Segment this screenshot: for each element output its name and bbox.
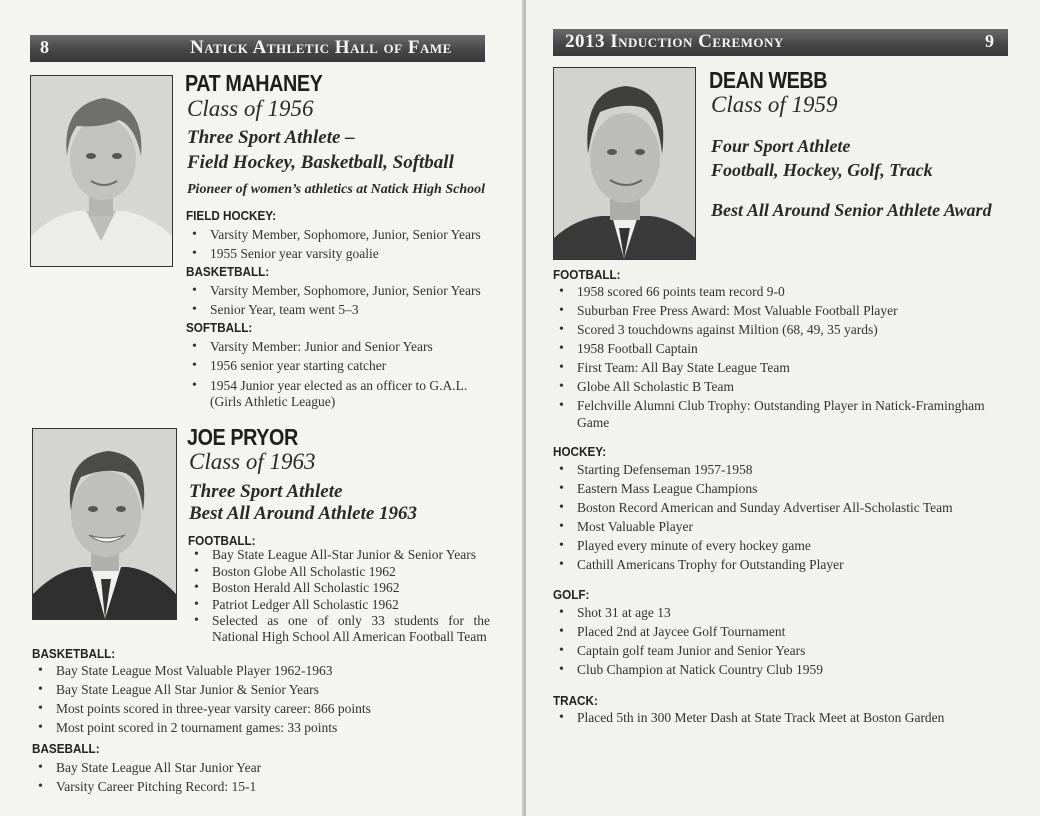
list-item: • Selected as one of only 33 students for the National High School All American Football Team <box>188 613 490 644</box>
list-item: • Boston Herald All Scholastic 1962 <box>188 580 490 597</box>
joe-basketball-heading: BASKETBALL: <box>32 646 116 661</box>
joe-football-list <box>188 547 490 644</box>
pat-mahaney-pioneer-note: Pioneer of women’s athletics at Natick High School <box>187 182 486 197</box>
page-number-left: 8 <box>40 37 50 57</box>
dean-webb-award: Best All Around Senior Athlete Award <box>711 200 992 220</box>
pat-mahaney-subtitle-1: Three Sport Athlete – <box>187 127 355 148</box>
list-item: • Scored 3 touchdowns against Miltion (68, 49, 35 yards) <box>553 320 1013 339</box>
dean-football-list <box>553 282 1013 431</box>
dean-webb-subtitle-1: Four Sport Athlete <box>711 136 851 156</box>
list-item: • Club Champion at Natick Country Club 1959 <box>553 660 1013 679</box>
list-item: • Bay State League All Star Junior Year <box>32 758 502 777</box>
list-item: • Captain golf team Junior and Senior Years <box>553 641 1013 660</box>
list-item: • Suburban Free Press Award: Most Valuable Football Player <box>553 301 1013 320</box>
joe-baseball-heading: BASEBALL: <box>32 741 100 756</box>
list-item: • Played every minute of every hockey game <box>553 536 1023 555</box>
dean-golf-list <box>553 603 1013 679</box>
pat-softball-heading: SOFTBALL: <box>186 320 253 335</box>
list-item: • Varsity Member: Junior and Senior Years <box>186 337 486 356</box>
list-item: • Shot 31 at age 13 <box>553 603 1013 622</box>
pat-softball-list <box>186 337 486 410</box>
list-item: • Globe All Scholastic B Team <box>553 377 1013 396</box>
joe-baseball-list <box>32 758 502 796</box>
dean-webb-photo <box>553 67 696 260</box>
list-item: • 1958 Football Captain <box>553 339 1013 358</box>
list-item: • Cathill Americans Trophy for Outstanding Player <box>553 555 1023 574</box>
right-page <box>526 0 1040 816</box>
list-item: • Varsity Member, Sophomore, Junior, Senior Years <box>186 281 506 300</box>
dean-hockey-list <box>553 460 1023 574</box>
pat-mahaney-class: Class of 1956 <box>187 96 314 121</box>
joe-pryor-name: JOE PRYOR <box>187 424 298 450</box>
page-number-right: 9 <box>985 31 995 51</box>
list-item: • Bay State League All-Star Junior & Senior Years <box>188 547 490 564</box>
list-item: • Bay State League Most Valuable Player 1962-1963 <box>32 661 502 680</box>
list-item: • Senior Year, team went 5–3 <box>186 300 506 319</box>
list-item: • 1956 senior year starting catcher <box>186 356 486 375</box>
joe-pryor-subtitle-2: Best All Around Athlete 1963 <box>189 503 418 524</box>
joe-pryor-photo <box>32 428 177 620</box>
dean-webb-subtitle-2: Football, Hockey, Golf, Track <box>711 160 933 180</box>
dean-track-heading: TRACK: <box>553 693 598 708</box>
list-item: • Bay State League All Star Junior & Senior Years <box>32 680 502 699</box>
list-item: • Felchville Alumni Club Trophy: Outstanding Player in Natick-Framingham Game <box>553 397 1013 431</box>
list-item: • Boston Record American and Sunday Advertiser All-Scholastic Team <box>553 498 1023 517</box>
list-item: • 1955 Senior year varsity goalie <box>186 244 506 263</box>
list-item: • Varsity Member, Sophomore, Junior, Senior Years <box>186 225 506 244</box>
list-item: • Most point scored in 2 tournament games: 33 points <box>32 718 502 737</box>
list-item: • Placed 2nd at Jaycee Golf Tournament <box>553 622 1013 641</box>
dean-football-heading: FOOTBALL: <box>553 267 621 282</box>
joe-pryor-class: Class of 1963 <box>189 449 316 474</box>
left-header-title: Natick Athletic Hall of Fame <box>190 37 452 58</box>
joe-football-heading: FOOTBALL: <box>188 533 256 548</box>
list-item: • Eastern Mass League Champions <box>553 479 1023 498</box>
pat-basketball-heading: BASKETBALL: <box>186 264 270 279</box>
dean-golf-heading: GOLF: <box>553 587 590 602</box>
list-item: • Boston Globe All Scholastic 1962 <box>188 564 490 581</box>
dean-track-list <box>553 708 1023 727</box>
list-item: • 1954 Junior year elected as an officer to G.A.L. (Girls Athletic League) <box>186 378 486 410</box>
list-item: • Placed 5th in 300 Meter Dash at State Track Meet at Boston Garden <box>553 708 1023 727</box>
right-page-header <box>553 29 1008 56</box>
joe-pryor-subtitle-1: Three Sport Athlete <box>189 481 343 502</box>
pat-basketball-list <box>186 281 506 319</box>
pat-field-hockey-heading: FIELD HOCKEY: <box>186 208 277 223</box>
list-item: • Patriot Ledger All Scholastic 1962 <box>188 597 490 614</box>
dean-webb-name: DEAN WEBB <box>709 67 828 93</box>
list-item: • First Team: All Bay State League Team <box>553 358 1013 377</box>
pat-field-hockey-list <box>186 225 506 263</box>
list-item: • Varsity Career Pitching Record: 15-1 <box>32 777 502 796</box>
dean-hockey-heading: HOCKEY: <box>553 444 607 459</box>
list-item: • 1958 scored 66 points team record 9-0 <box>553 282 1013 301</box>
list-item: • Starting Defenseman 1957-1958 <box>553 460 1023 479</box>
list-item: • Most points scored in three-year varsity career: 866 points <box>32 699 502 718</box>
right-header-title: 2013 Induction Ceremony <box>565 31 784 52</box>
pat-mahaney-subtitle-2: Field Hockey, Basketball, Softball <box>187 152 454 173</box>
list-item: • Most Valuable Player <box>553 517 1023 536</box>
pat-mahaney-photo <box>30 75 173 267</box>
left-page-header <box>30 35 485 62</box>
joe-basketball-list <box>32 661 502 737</box>
pat-mahaney-name: PAT MAHANEY <box>185 70 323 96</box>
dean-webb-class: Class of 1959 <box>711 92 838 117</box>
